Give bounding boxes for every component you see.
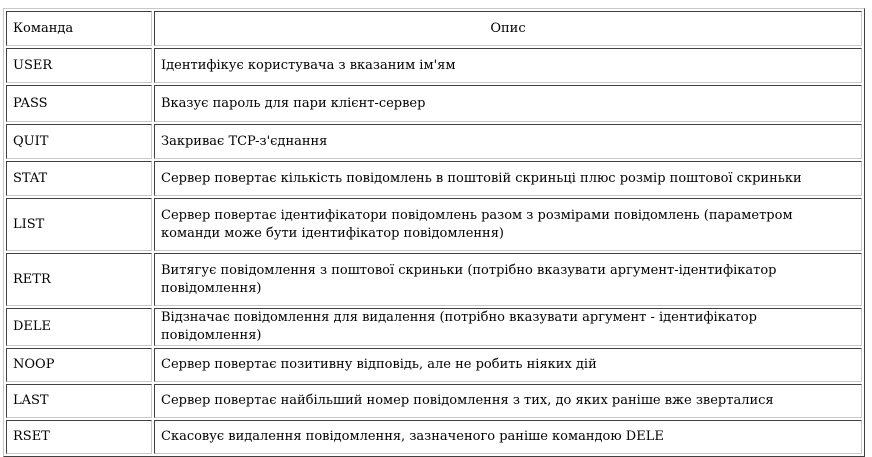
pop3-commands-table: [3, 8, 865, 457]
table-row: [6, 308, 862, 346]
command-cell: QUIT: [6, 124, 152, 159]
description-cell: Ідентифікує користувача з вказаним ім'ям: [154, 48, 862, 83]
table-row: [6, 161, 862, 196]
command-cell: LIST: [6, 198, 152, 251]
table-row: [6, 85, 862, 122]
description-cell: Закриває TCP-з'єднання: [154, 124, 862, 159]
description-cell: Витягує повідомлення з поштової скриньки (потрібно вказувати аргумент-ідентифікатор повідомлення): [154, 253, 862, 306]
table-row: [6, 253, 862, 306]
description-cell: Сервер повертає позитивну відповідь, але не робить ніяких дій: [154, 348, 862, 382]
command-cell: RETR: [6, 253, 152, 306]
table-row: [6, 198, 862, 251]
description-cell: Вказує пароль для пари клієнт-сервер: [154, 85, 862, 122]
description-cell: Сервер повертає ідентифікатори повідомлень разом з розмірами повідомлень (параметром команди може бути ідентифікатор повідомлення): [154, 198, 862, 251]
description-cell: Скасовує видалення повідомлення, зазначеного раніше командою DELE: [154, 420, 862, 454]
table-header-row: [6, 11, 862, 46]
command-cell: STAT: [6, 161, 152, 196]
command-cell: USER: [6, 48, 152, 83]
command-cell: NOOP: [6, 348, 152, 382]
table-row: [6, 124, 862, 159]
table-row: [6, 348, 862, 382]
table-row: [6, 420, 862, 454]
command-cell: DELE: [6, 308, 152, 346]
description-cell: Відзначає повідомлення для видалення (потрібно вказувати аргумент - ідентифікатор повідомлення): [154, 308, 862, 346]
table-row: [6, 48, 862, 83]
header-command: Команда: [6, 11, 152, 46]
command-cell: LAST: [6, 384, 152, 418]
description-cell: Сервер повертає найбільший номер повідомлення з тих, до яких раніше вже зверталися: [154, 384, 862, 418]
table-row: [6, 384, 862, 418]
command-cell: PASS: [6, 85, 152, 122]
description-cell: Сервер повертає кількість повідомлень в поштовій скриньці плюс розмір поштової скриньки: [154, 161, 862, 196]
header-description: Опис: [154, 11, 862, 46]
command-cell: RSET: [6, 420, 152, 454]
